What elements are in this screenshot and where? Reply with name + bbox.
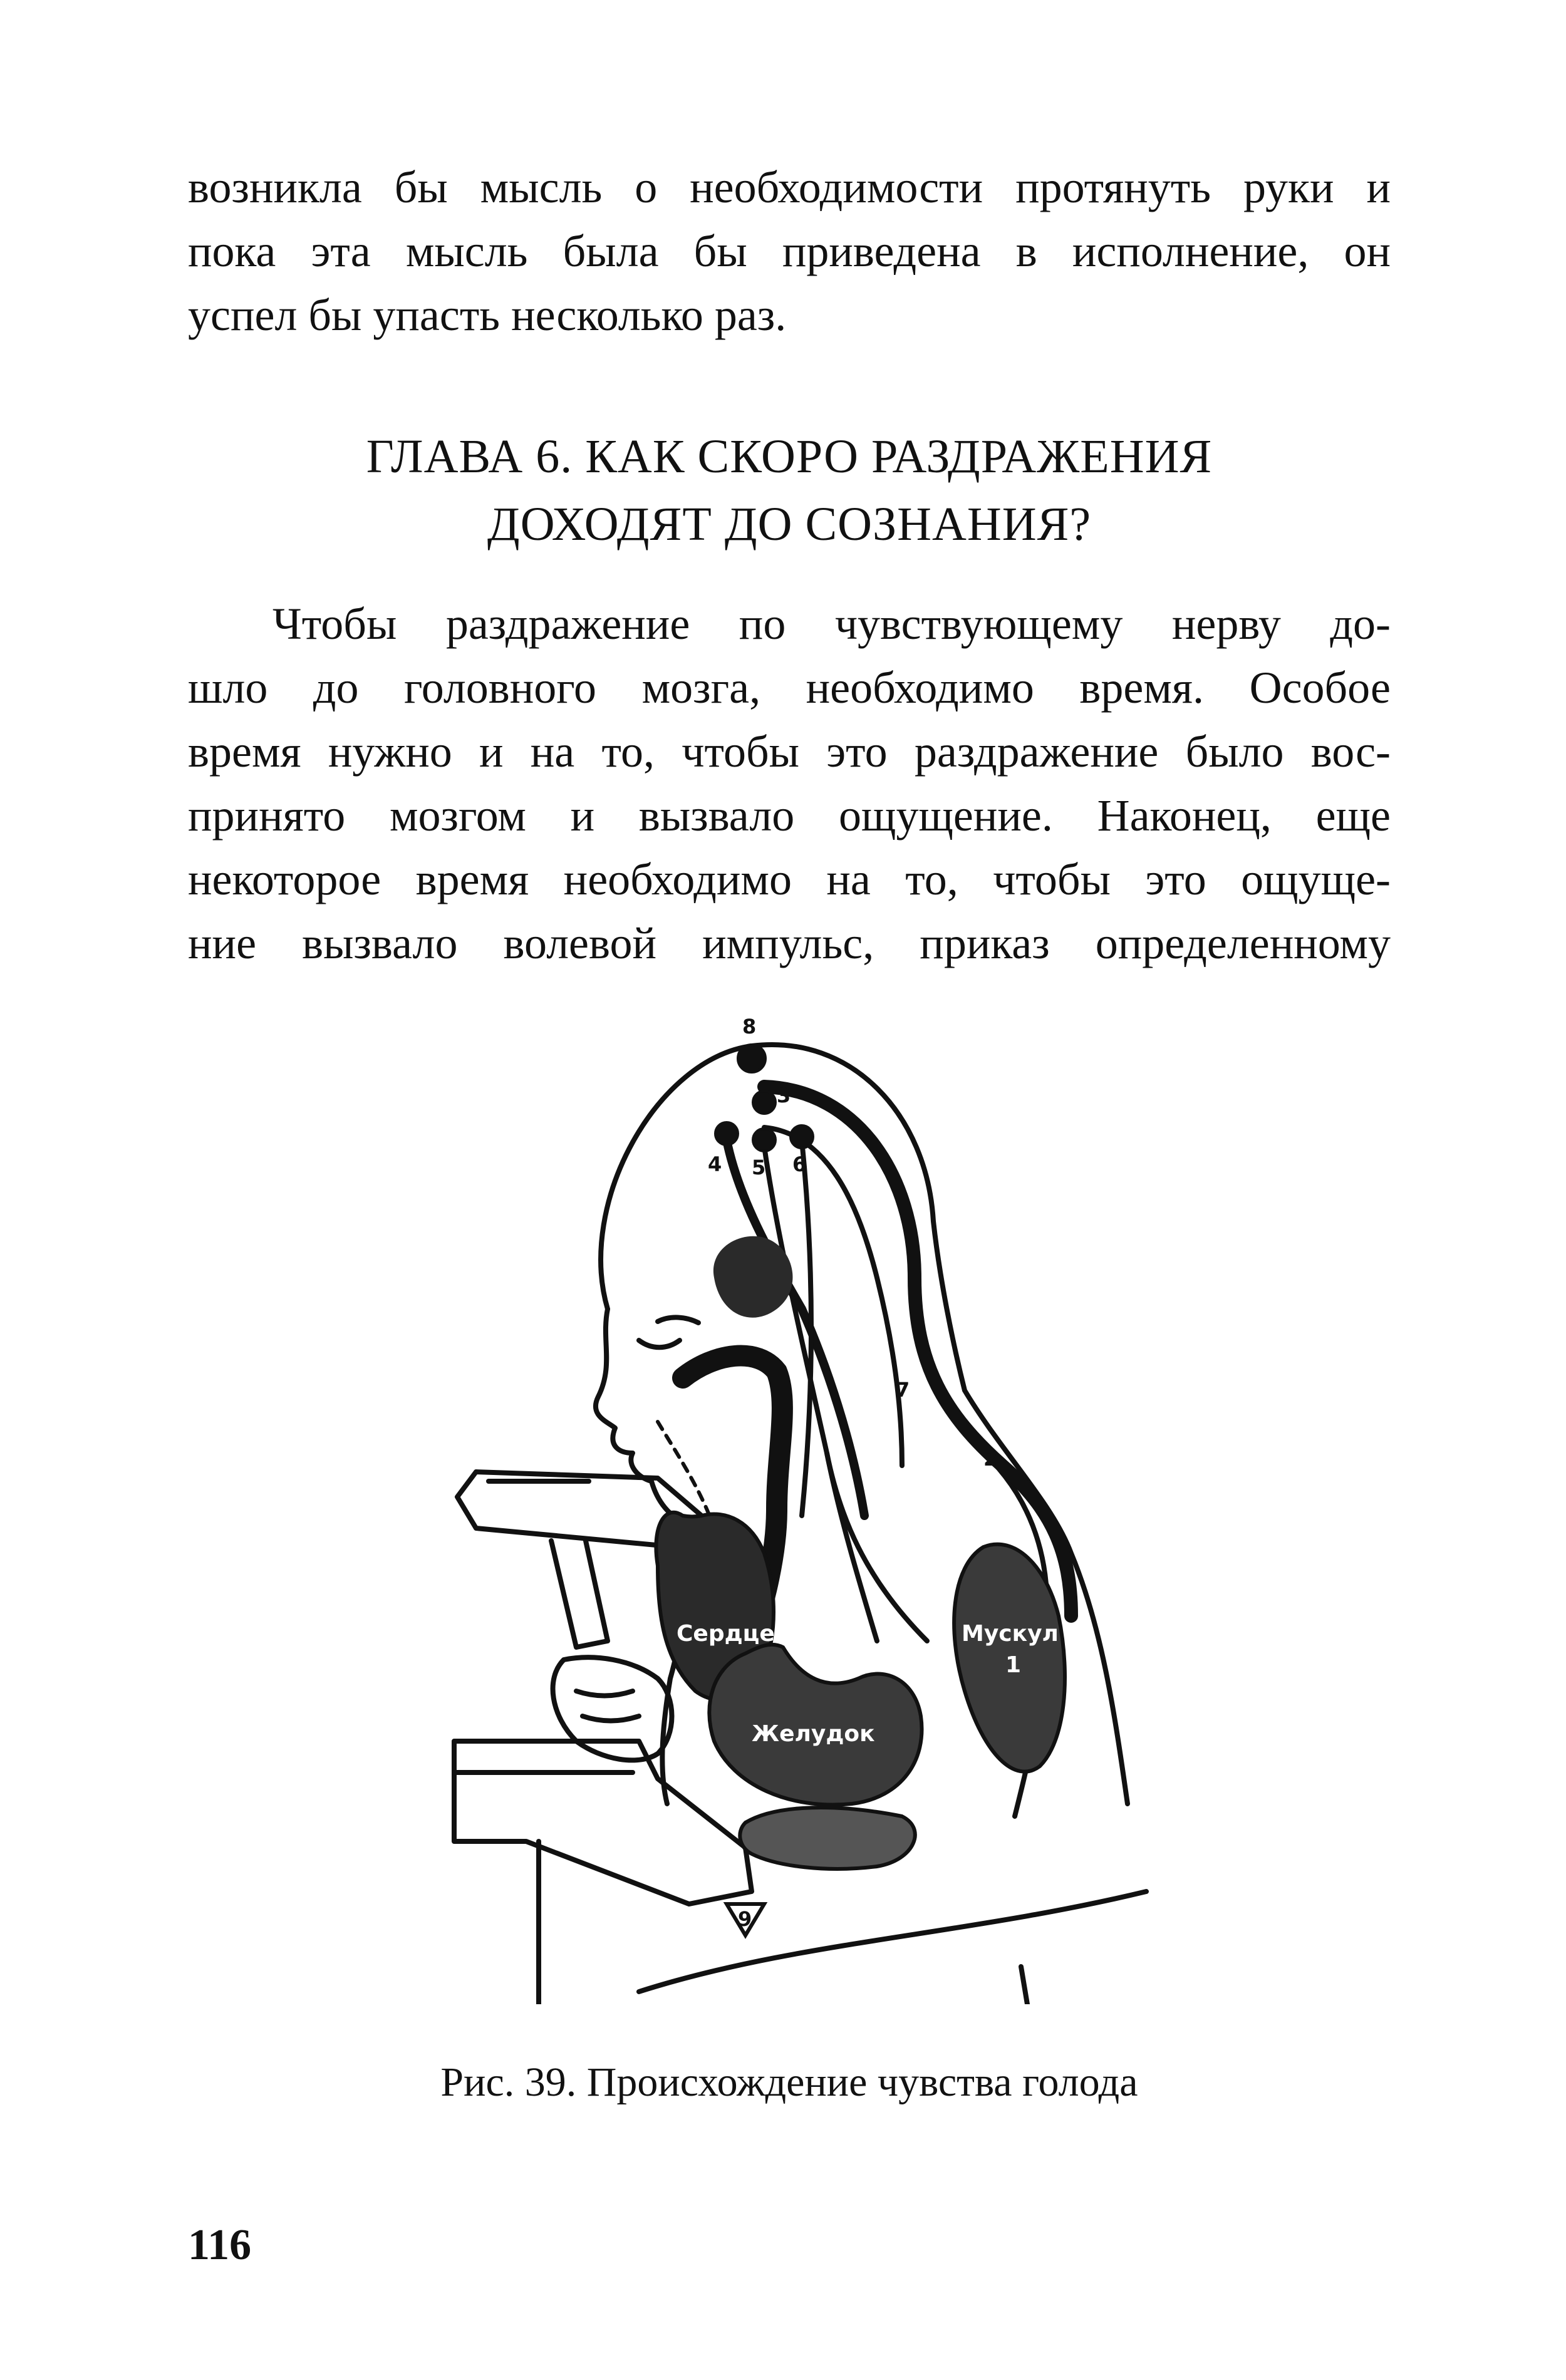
paragraph-continuation bbox=[188, 155, 1391, 347]
hunger-illustration bbox=[451, 1015, 1153, 2004]
workbench bbox=[454, 1741, 752, 1904]
brain-centre-4 bbox=[715, 1122, 738, 1145]
label-n3: 3 bbox=[777, 1084, 791, 1107]
hunger-illustration-svg bbox=[451, 1015, 1153, 2004]
label-n6: 6 bbox=[792, 1152, 807, 1176]
label-muscle: Мускул bbox=[962, 1621, 1059, 1647]
text-line: шло до головного мозга, необходимо время. Особое bbox=[188, 663, 1391, 713]
body-base bbox=[639, 1891, 1146, 1992]
brain-centre-3 bbox=[753, 1091, 775, 1114]
label-n8: 8 bbox=[742, 1015, 757, 1038]
label-n2: 2 bbox=[983, 1447, 998, 1471]
chapter-heading-line: ДОХОДЯТ ДО СОЗНАНИЯ? bbox=[487, 498, 1092, 551]
page-number: 116 bbox=[188, 2221, 252, 2269]
nerve-4 bbox=[727, 1140, 864, 1516]
label-heart: Сердце bbox=[677, 1621, 775, 1647]
brain-centre-5 bbox=[753, 1129, 775, 1151]
label-stomach: Желудок bbox=[752, 1721, 875, 1747]
text-line: время нужно и на то, чтобы это раздражение было вос- bbox=[188, 727, 1391, 777]
label-n5: 5 bbox=[752, 1156, 766, 1179]
nerve-1 bbox=[827, 1453, 927, 1641]
label-n4: 4 bbox=[708, 1152, 722, 1176]
hand bbox=[553, 1657, 672, 1760]
paragraph-body bbox=[188, 592, 1391, 975]
gland bbox=[713, 1236, 793, 1318]
text-line: пока эта мысль была бы приведена в исполнение, он bbox=[188, 226, 1391, 276]
text-line: некоторое время необходимо на то, чтобы это ощуще- bbox=[188, 854, 1391, 904]
label-n7: 7 bbox=[896, 1378, 910, 1402]
intestine bbox=[740, 1808, 915, 1869]
label-n9: 9 bbox=[738, 1907, 752, 1931]
chapter-heading-line: ГЛАВА 6. КАК СКОРО РАЗДРАЖЕНИЯ bbox=[366, 430, 1213, 483]
text-line: успел бы упасть несколько раз. bbox=[188, 290, 787, 340]
text-line: принято мозгом и вызвало ощущение. Наконец, еще bbox=[188, 790, 1391, 841]
text-line: ние вызвало волевой импульс, приказ определенному bbox=[188, 918, 1391, 968]
figure-caption: Рис. 39. Происхождение чувства голода bbox=[440, 2059, 1138, 2105]
hammer-handle bbox=[551, 1541, 608, 1647]
closed-eye bbox=[639, 1340, 680, 1347]
brain-centre-6 bbox=[791, 1125, 813, 1148]
chapter-heading bbox=[188, 423, 1391, 558]
text-line: возникла бы мысль о необходимости протянуть руки и bbox=[188, 162, 1391, 212]
brain-centre-8 bbox=[738, 1045, 765, 1072]
text-line: Чтобы раздражение по чувствующему нерву до- bbox=[272, 599, 1391, 649]
label-n1: 1 bbox=[1005, 1652, 1022, 1678]
